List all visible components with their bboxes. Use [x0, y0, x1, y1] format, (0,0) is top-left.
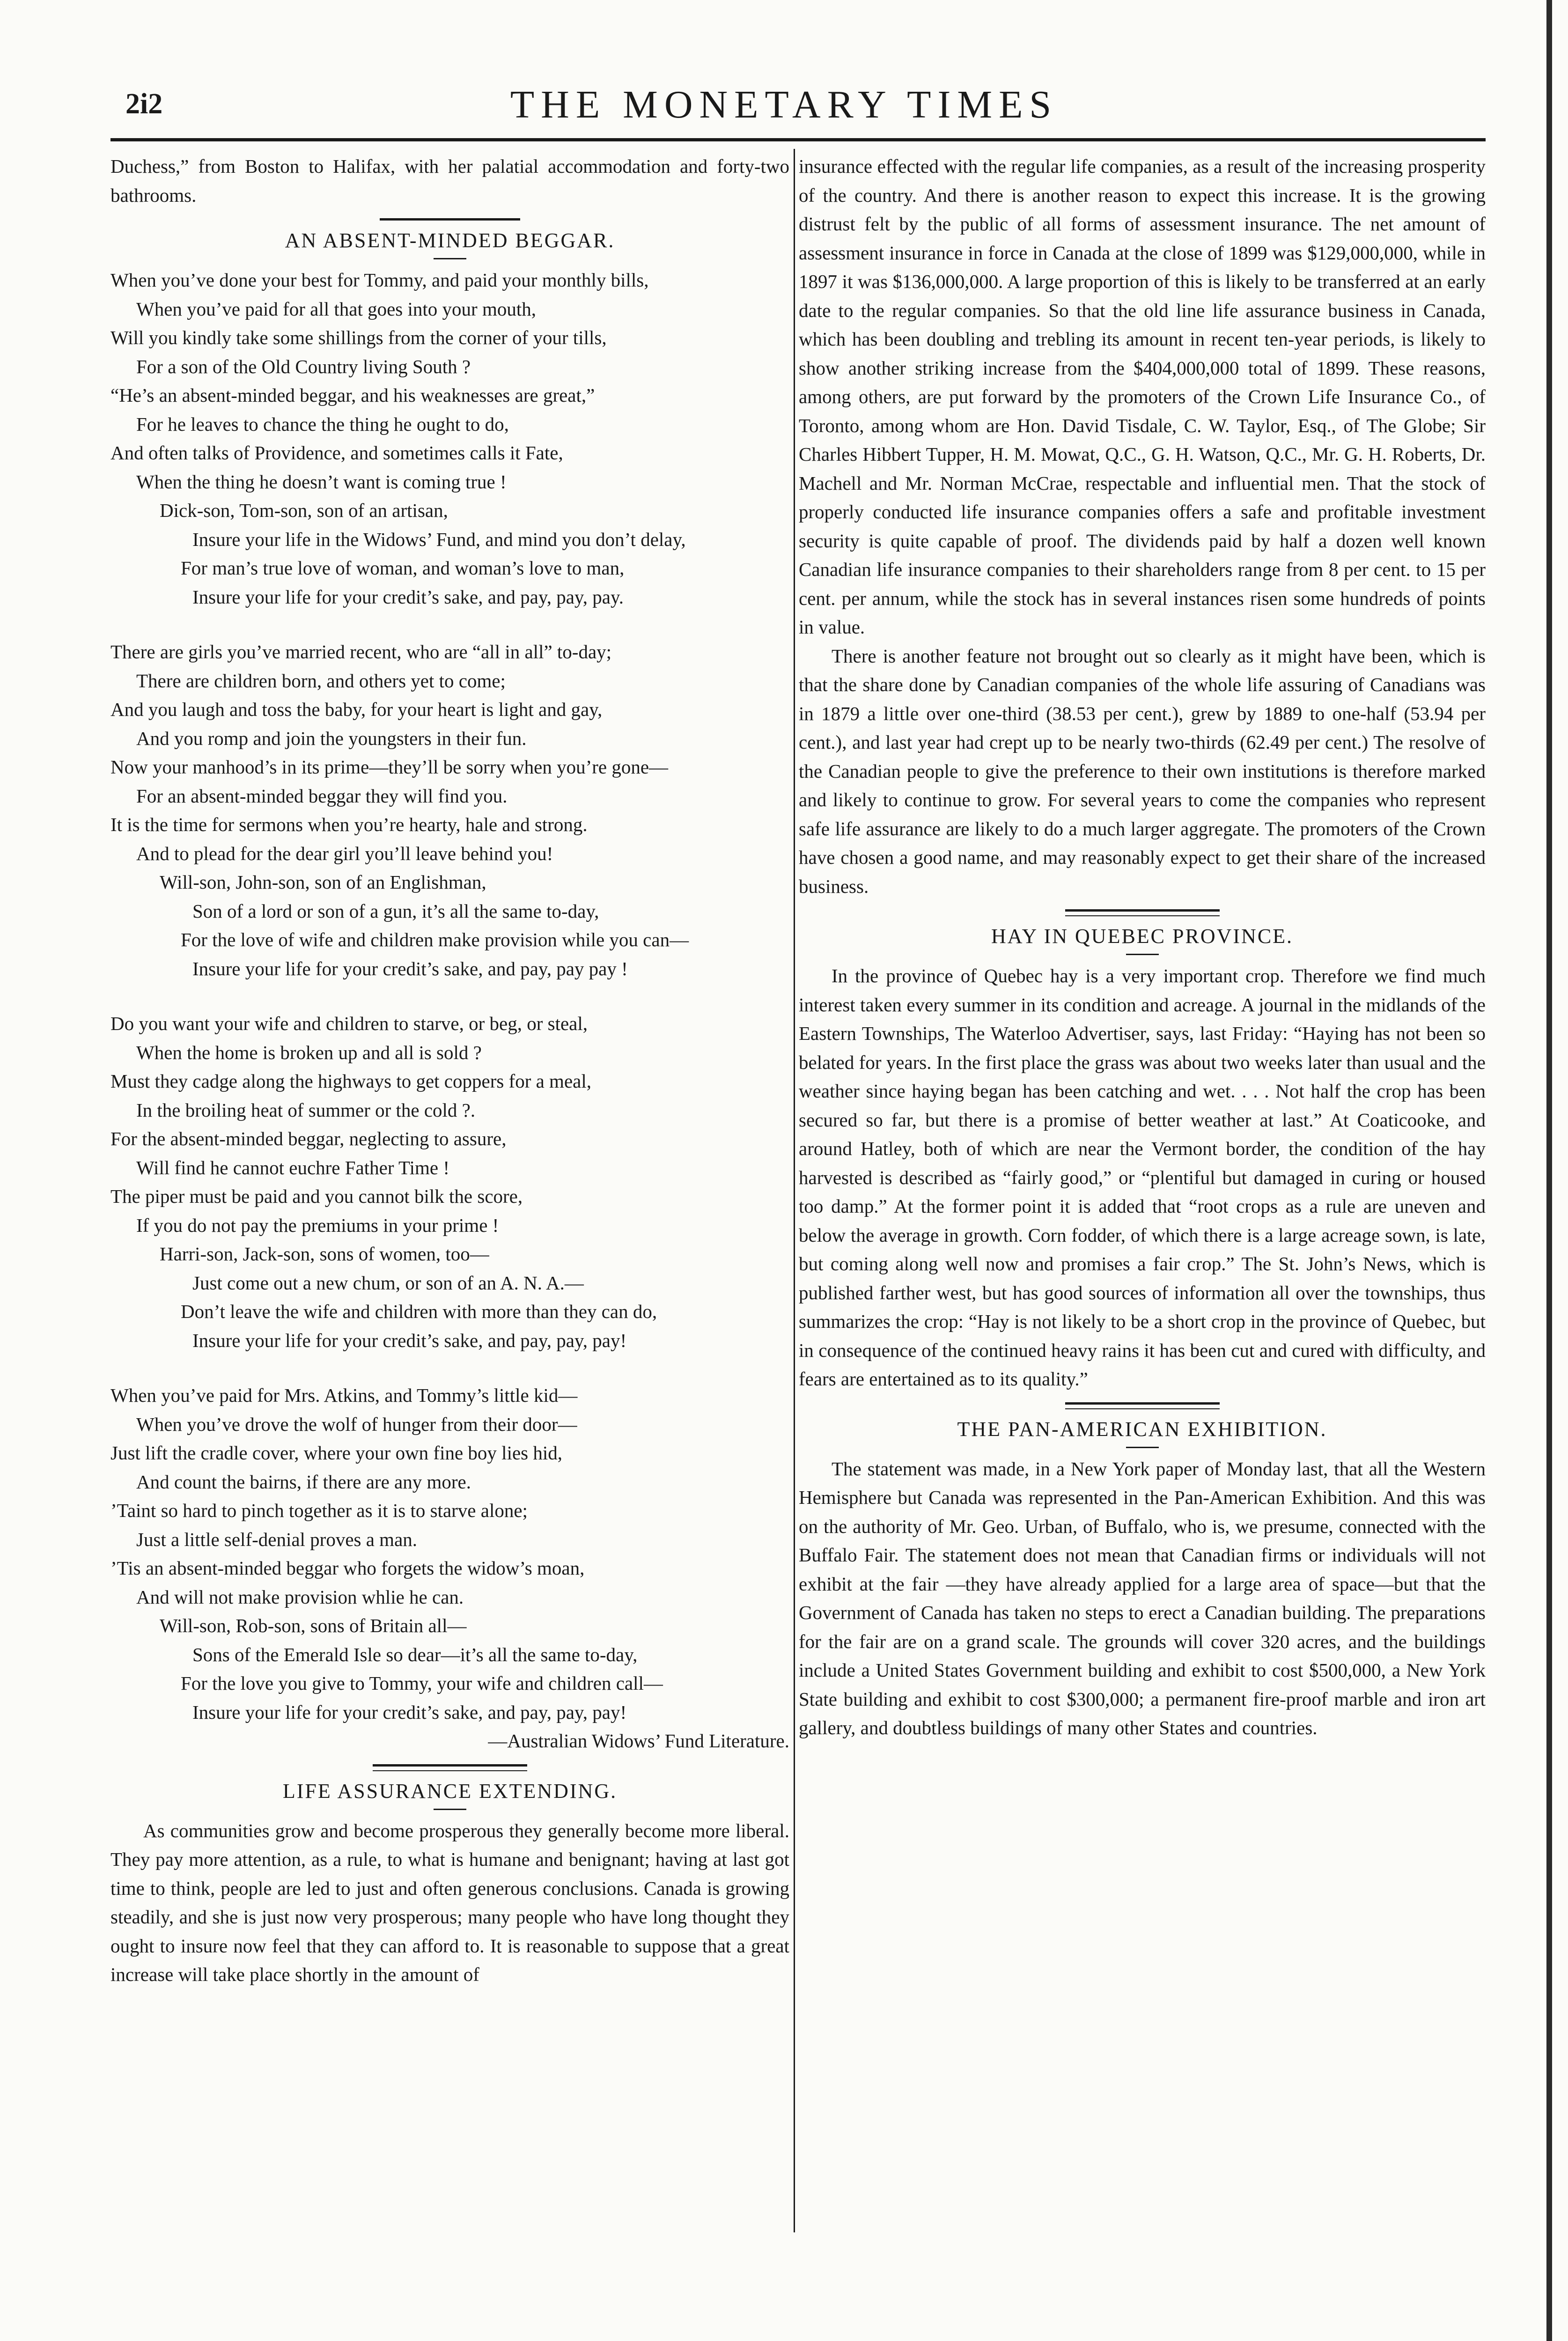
- poem-line: Insure your life for your credit’s sake, and pay, pay, pay.: [192, 586, 624, 608]
- poem-line: Dick-son, Tom-son, son of an artisan,: [160, 500, 448, 521]
- poem-line: Will find he cannot euchre Father Time !: [136, 1156, 449, 1178]
- poem-line: Now your manhood’s in its prime—they’ll be sorry when you’re gone—: [110, 756, 669, 778]
- poem-line: Insure your life in the Widows’ Fund, and mind you don’t delay,: [192, 528, 686, 550]
- poem-attribution: —Australian Widows’ Fund Literature.: [488, 1730, 789, 1752]
- page-number: 2i2: [125, 88, 163, 120]
- poem-line: Don’t leave the wife and children with more than they can do,: [181, 1301, 657, 1322]
- poem-line: For the absent-minded beggar, neglecting to assure,: [110, 1128, 507, 1149]
- poem-line: When the thing he doesn’t want is coming true !: [136, 471, 507, 493]
- poem-line: The piper must be paid and you cannot bilk the score,: [110, 1185, 523, 1207]
- poem-line: For the love you give to Tommy, your wife and children call—: [181, 1672, 663, 1694]
- poem-line: Just come out a new chum, or son of an A. N. A.—: [192, 1272, 584, 1294]
- page-header: [0, 82, 1568, 138]
- poem-line: And often talks of Providence, and sometimes calls it Fate,: [110, 442, 563, 464]
- poem-line: Insure your life for your credit’s sake, and pay, pay, pay!: [192, 1701, 627, 1723]
- poem-line: “He’s an absent-minded beggar, and his weaknesses are great,”: [110, 384, 595, 406]
- right-column: [799, 152, 1486, 1743]
- poem-line: When you’ve drove the wolf of hunger from their door—: [136, 1413, 577, 1435]
- intro-text: Duchess,” from Boston to Halifax, with her palatial accommodation and forty-two bathrooms.: [110, 155, 789, 206]
- title-dash: [1126, 954, 1159, 955]
- section-rule: [380, 218, 520, 221]
- poem-line: And you laugh and toss the baby, for your heart is light and gay,: [110, 699, 603, 720]
- poem-line: Do you want your wife and children to starve, or beg, or steal,: [110, 1013, 588, 1034]
- poem-line: Insure your life for your credit’s sake, and pay, pay, pay!: [192, 1329, 627, 1351]
- poem-line: For he leaves to chance the thing he ought to do,: [136, 413, 509, 435]
- title-dash: [1126, 1447, 1159, 1448]
- left-column: [110, 152, 789, 1989]
- poem-line: It is the time for sermons when you’re hearty, hale and strong.: [110, 814, 588, 835]
- poem-line: For a son of the Old Country living South ?: [136, 355, 471, 377]
- section-rule: [1065, 1402, 1220, 1409]
- poem-line: For the love of wife and children make provision while you can—: [181, 929, 689, 950]
- section-rule: [373, 1764, 527, 1771]
- poem-line: Must they cadge along the highways to get coppers for a meal,: [110, 1070, 591, 1092]
- article-paragraph: In the province of Quebec hay is a very important crop. Therefore we find much interest taken every summer in its condition and acreage. A journal in the midlands of the Eastern Townships, The Waterloo Advertiser, says, last Friday: “Haying has not been so belated for years. In the first place the grass was about two weeks later than usual and the weather since haying began has been catching and wet. . . . Not half the crop has been secured so far, but there is a promise of better weather at last.” At Coaticooke, and around Hatley, both of which are near the Vermont border, the condition of the hay harvested is described as “fairly good,” or “plentiful but damaged in curing or housed too damp.” At the former point it is added that “root crops as a rule are uneven and below the average in growth. Corn fodder, of which there is a large acreage sown, is late, but coming along well now and promises a fair crop.” The St. John’s News, which is published farther west, but has good sources of information all over the townships, thus summarizes the crop: “Hay is not likely to be a short crop in the province of Quebec, but in consequence of the continued heavy rains it has been cut and cured with difficulty, and fears are entertained as to its quality.”: [799, 965, 1486, 1390]
- title-dash: [434, 258, 466, 259]
- poem-line: Will you kindly take some shillings from the corner of your tills,: [110, 327, 607, 348]
- poem-line: Just a little self-denial proves a man.: [136, 1528, 418, 1550]
- poem-line: Will-son, Rob-son, sons of Britain all—: [160, 1615, 467, 1636]
- header-rule: [110, 138, 1486, 141]
- poem-line: ’Tis an absent-minded beggar who forgets the widow’s moan,: [110, 1557, 585, 1579]
- poem-stanza-3: [110, 1009, 789, 1355]
- poem-line: When the home is broken up and all is sold ?: [136, 1041, 482, 1063]
- poem-line: There are girls you’ve married recent, who are “all in all” to-day;: [110, 641, 612, 663]
- poem-line: In the broiling heat of summer or the cold ?.: [136, 1099, 476, 1121]
- title-dash: [434, 1809, 466, 1810]
- poem-line: Harri-son, Jack-son, sons of women, too—: [160, 1243, 489, 1265]
- article-paragraph: As communities grow and become prosperous they generally become more liberal. They pay more attention, as a rule, to what is humane and benignant; having at last got time to think, people are led to just and often generous conclusions. Canada is growing steadily, and she is just now very prosperous; many people who have long thought they ought to insure now feel that they can afford to. It is reasonable to suppose that a great increase will take place shortly in the amount of: [110, 1819, 789, 1985]
- poem-line: ’Taint so hard to pinch together as it is to starve alone;: [110, 1500, 528, 1521]
- poem-line: When you’ve paid for all that goes into your mouth,: [136, 298, 536, 320]
- article-paragraph: insurance effected with the regular life companies, as a result of the increasing prosperity of the country. And there is another reason to expect this increase. It is the growing distrust felt by the public of all forms of assessment insurance. The net amount of assessment insurance in force in Canada at the close of 1899 was $129,000,000, while in 1897 it was $136,000,000. A large proportion of this is likely to be transferred at an early date to the regular companies. So that the old line life assurance business in Canada, which has been doubling and trebling its amount in recent ten-year periods, is likely to show another striking increase from the $404,000,000 total of 1899. These reasons, among others, are put forward by the promoters of the Crown Life Insurance Co., of Toronto, among whom are Hon. David Tisdale, C. W. Taylor, Esq., of The Globe; Sir Charles Hibbert Tupper, H. M. Mowat, Q.C., G. H. Watson, Q.C., Mr. G. H. Roberts, Dr. Machell and Mr. Norman McCrae, respectable and influential men. That the stock of properly conducted life insurance companies offers a safe and profitable investment security is quite capable of proof. The dividends paid by half a dozen well known Canadian life insurance companies to their shareholders range from 8 per cent. to 15 per cent. per annum, while the stock has in several instances risen some hundreds of points in value.: [799, 155, 1486, 638]
- poem-line: There are children born, and others yet to come;: [136, 670, 506, 692]
- page-edge: [1546, 0, 1552, 2341]
- poem-title: AN ABSENT-MINDED BEGGAR.: [285, 229, 615, 252]
- poem-line: And will not make provision whlie he can.: [136, 1586, 464, 1608]
- poem-line: And to plead for the dear girl you’ll leave behind you!: [136, 842, 553, 864]
- poem-line: Son of a lord or son of a gun, it’s all the same to-day,: [192, 900, 599, 922]
- article-title-life-assurance: LIFE ASSURANCE EXTENDING.: [282, 1779, 618, 1803]
- article-title-hay: HAY IN QUEBEC PROVINCE.: [991, 925, 1294, 948]
- poem-line: Sons of the Emerald Isle so dear—it’s all the same to-day,: [192, 1643, 638, 1665]
- poem-line: And you romp and join the youngsters in their fun.: [136, 727, 527, 749]
- masthead-title: THE MONETARY TIMES: [510, 83, 1058, 126]
- article-paragraph: There is another feature not brought out so clearly as it might have been, which is that the share done by Canadian companies of the whole life assuring of Canadians was in 1879 a little over one-third (38.53 per cent.), grew by 1889 to one-half (53.94 per cent.), and last year had crept up to be nearly two-thirds (62.49 per cent.) The resolve of the Canadian people to give the preference to their own institutions is therefore marked and likely to continue to grow. For several years to come the companies who represent safe life assurance are likely to do a much larger aggregate. The promoters of the Crown have chosen a good name, and may reasonably expect to get their share of the increased business.: [799, 645, 1486, 897]
- section-rule: [1065, 909, 1220, 916]
- poem-line: Will-son, John-son, son of an Englishman,: [160, 871, 486, 893]
- poem-line: When you’ve done your best for Tommy, and paid your monthly bills,: [110, 269, 649, 291]
- poem-line: If you do not pay the premiums in your prime !: [136, 1214, 499, 1236]
- poem-stanza-4: [110, 1381, 789, 1756]
- article-title-pan-american: THE PAN-AMERICAN EXHIBITION.: [957, 1417, 1327, 1441]
- poem-stanza-1: [110, 266, 789, 611]
- poem-line: Just lift the cradle cover, where your own fine boy lies hid,: [110, 1442, 563, 1464]
- poem-line: And count the bairns, if there are any more.: [136, 1471, 471, 1493]
- poem-line: Insure your life for your credit’s sake, and pay, pay pay !: [192, 957, 628, 979]
- poem-stanza-2: [110, 638, 789, 983]
- poem-line: When you’ve paid for Mrs. Atkins, and Tommy’s little kid—: [110, 1384, 578, 1406]
- article-paragraph: The statement was made, in a New York paper of Monday last, that all the Western Hemisphere but Canada was represented in the Pan-American Exhibition. And this was on the authority of Mr. Geo. Urban, of Buffalo, who is, we presume, connected with the Buffalo Fair. The statement does not mean that Canadian firms or individuals will not exhibit at the fair —they have already applied for a large area of space—but that the Government of Canada has taken no steps to erect a Canadian building. The preparations for the fair are on a grand scale. The grounds will cover 320 acres, and the buildings include a United States Government building and exhibit to cost $500,000, a New York State building and exhibit to cost $300,000; a permanent fire-proof marble and iron art gallery, and doubtless buildings of many other States and countries.: [799, 1458, 1486, 1738]
- poem-line: For an absent-minded beggar they will find you.: [136, 785, 508, 807]
- column-divider: [794, 149, 795, 2232]
- poem-line: For man’s true love of woman, and woman’s love to man,: [181, 557, 625, 579]
